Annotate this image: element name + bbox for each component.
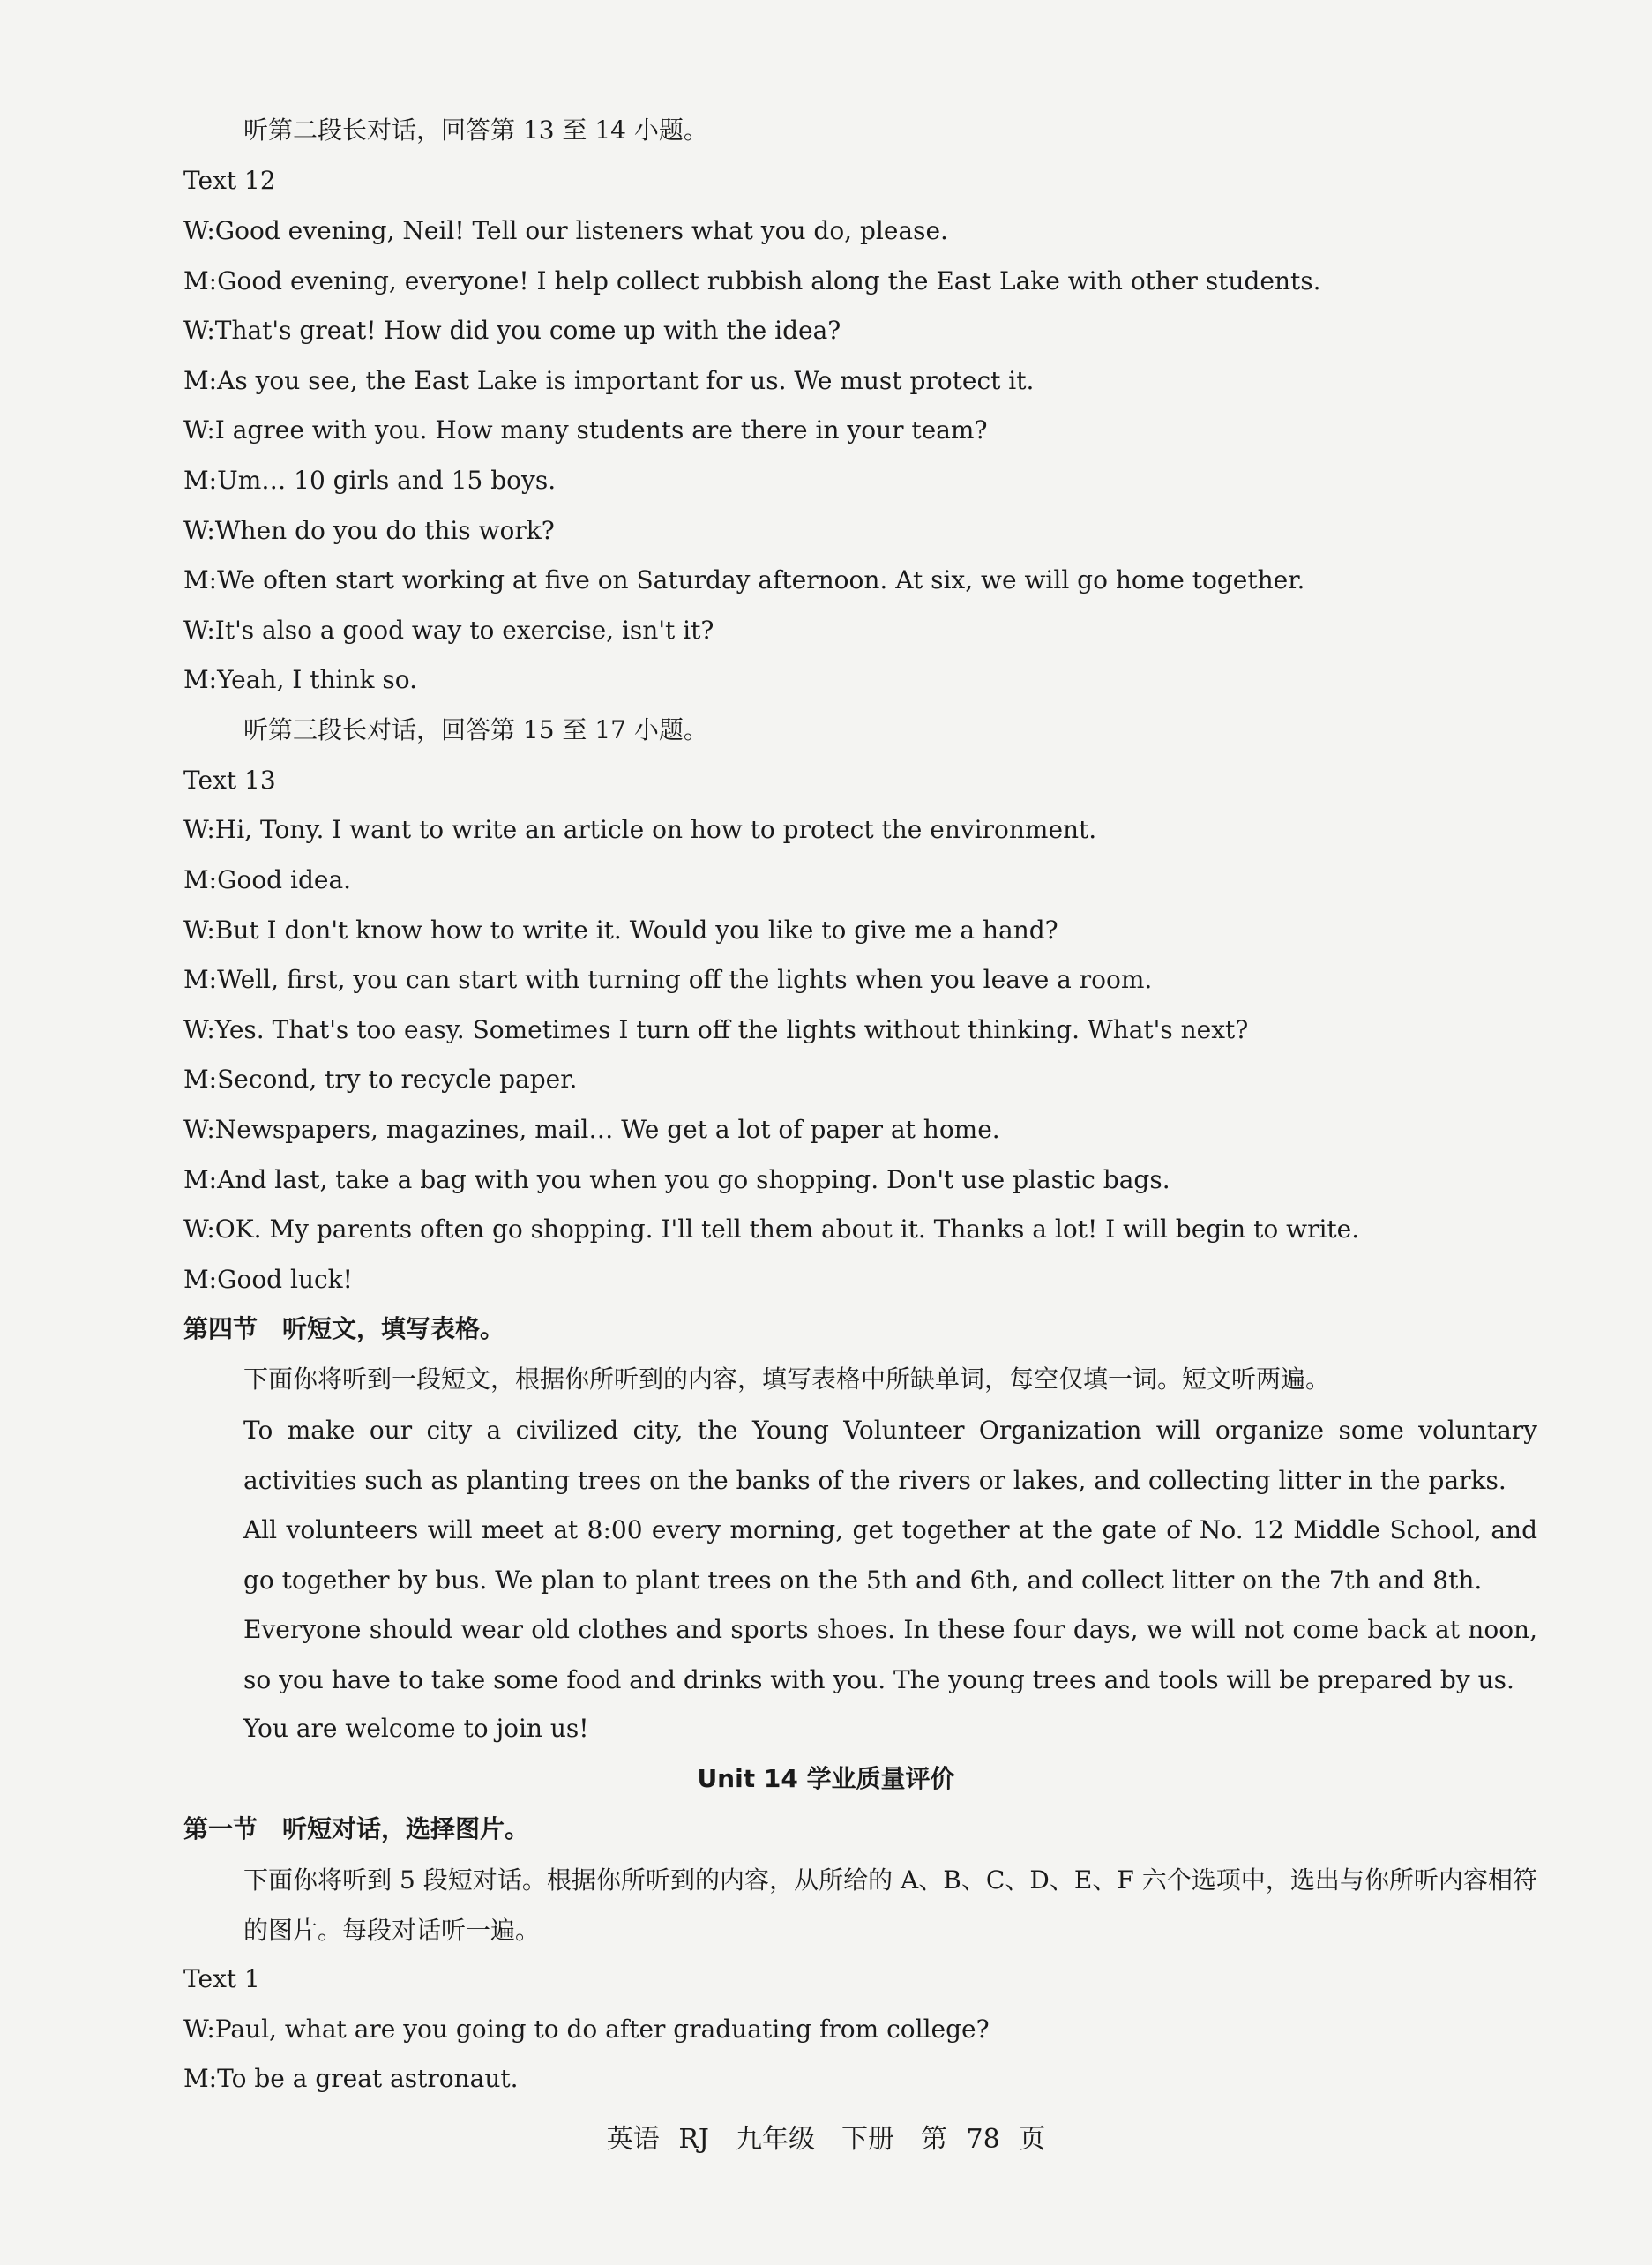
- dialogue-line: M:Good luck!: [183, 1265, 353, 1294]
- part1-instruction-text: 下面你将听到 5 段短对话。根据你所听到的内容，从所给的 A、B、C、D、E、F 六个选项中，选出与你所听内容相符的图片。每段对话听一遍。: [243, 1865, 1537, 1945]
- dialogue-line: M:Good evening, everyone! I help collect rubbish along the East Lake with other students.: [183, 266, 1321, 295]
- passage-paragraph: [183, 1405, 1537, 1506]
- section3-intro: 听第三段长对话，回答第 15 至 17 小题。: [243, 715, 708, 744]
- part4-heading: 第四节 听短文，填写表格。: [183, 1314, 505, 1343]
- dialogue-line: W:Good evening, Neil! Tell our listeners what you do, please.: [183, 216, 948, 245]
- passage-paragraph-text: Everyone should wear old clothes and sports shoes. In these four days, we will not come back at noon, so you have to take some food and drinks with you. The young trees and tools will be prepared by us.: [243, 1615, 1537, 1694]
- text1-label: Text 1: [183, 1964, 260, 1993]
- dialogue-line: W:Hi, Tony. I want to write an article on how to protect the environment.: [183, 815, 1097, 844]
- page-footer: 英语 RJ 九年级 下册 第 78 页: [606, 2124, 1046, 2155]
- dialogue-line: M:To be a great astronaut.: [183, 2064, 519, 2093]
- passage-closing: You are welcome to join us!: [243, 1714, 589, 1743]
- dialogue-line: W:Paul, what are you going to do after graduating from college?: [183, 2015, 990, 2044]
- section2-intro: 听第二段长对话，回答第 13 至 14 小题。: [243, 116, 708, 145]
- dialogue-line: W:Yes. That's too easy. Sometimes I turn off the lights without thinking. What's next?: [183, 1015, 1249, 1044]
- dialogue-line: M:Good idea.: [183, 865, 352, 894]
- text13-label: Text 13: [183, 766, 276, 795]
- dialogue-line: M:We often start working at five on Saturday afternoon. At six, we will go home together.: [183, 565, 1305, 594]
- passage-paragraph-text: To make our city a civilized city, the Young Volunteer Organization will organize some voluntary activities such as planting trees on the banks of the rivers or lakes, and collecting litter in the parks.: [243, 1416, 1537, 1495]
- passage-paragraph: [183, 1505, 1537, 1605]
- dialogue-line: M:Yeah, I think so.: [183, 665, 417, 694]
- dialogue-line: M:Well, first, you can start with turning off the lights when you leave a room.: [183, 965, 1153, 994]
- dialogue-line: W:When do you do this work?: [183, 516, 555, 545]
- part1-instruction: [183, 1855, 1537, 1955]
- passage-paragraph: [183, 1604, 1537, 1705]
- part1-heading: 第一节 听短对话，选择图片。: [183, 1814, 530, 1843]
- dialogue-line: M:Second, try to recycle paper.: [183, 1065, 578, 1094]
- dialogue-line: W:That's great! How did you come up with the idea?: [183, 316, 841, 345]
- text12-label: Text 12: [183, 166, 276, 195]
- unit-title: Unit 14 学业质量评价: [697, 1764, 955, 1793]
- dialogue-line: W:Newspapers, magazines, mail… We get a lot of paper at home.: [183, 1115, 1000, 1144]
- dialogue-line: M:As you see, the East Lake is important for us. We must protect it.: [183, 366, 1035, 395]
- passage-paragraph-text: All volunteers will meet at 8:00 every morning, get together at the gate of No. 12 Middle School, and go together by bus. We plan to plant trees on the 5th and 6th, and collect litter on the 7th and 8th.: [243, 1515, 1537, 1595]
- dialogue-line: M:And last, take a bag with you when you go shopping. Don't use plastic bags.: [183, 1165, 1170, 1194]
- dialogue-line: W:I agree with you. How many students are there in your team?: [183, 415, 988, 445]
- dialogue-line: W:But I don't know how to write it. Would you like to give me a hand?: [183, 916, 1058, 945]
- dialogue-line: W:It's also a good way to exercise, isn't it?: [183, 616, 714, 645]
- part4-instruction: 下面你将听到一段短文，根据你所听到的内容，填写表格中所缺单词，每空仅填一词。短文听两遍。: [243, 1364, 1331, 1394]
- dialogue-line: W:OK. My parents often go shopping. I'll tell them about it. Thanks a lot! I will begin to write.: [183, 1215, 1360, 1244]
- dialogue-line: M:Um… 10 girls and 15 boys.: [183, 466, 557, 495]
